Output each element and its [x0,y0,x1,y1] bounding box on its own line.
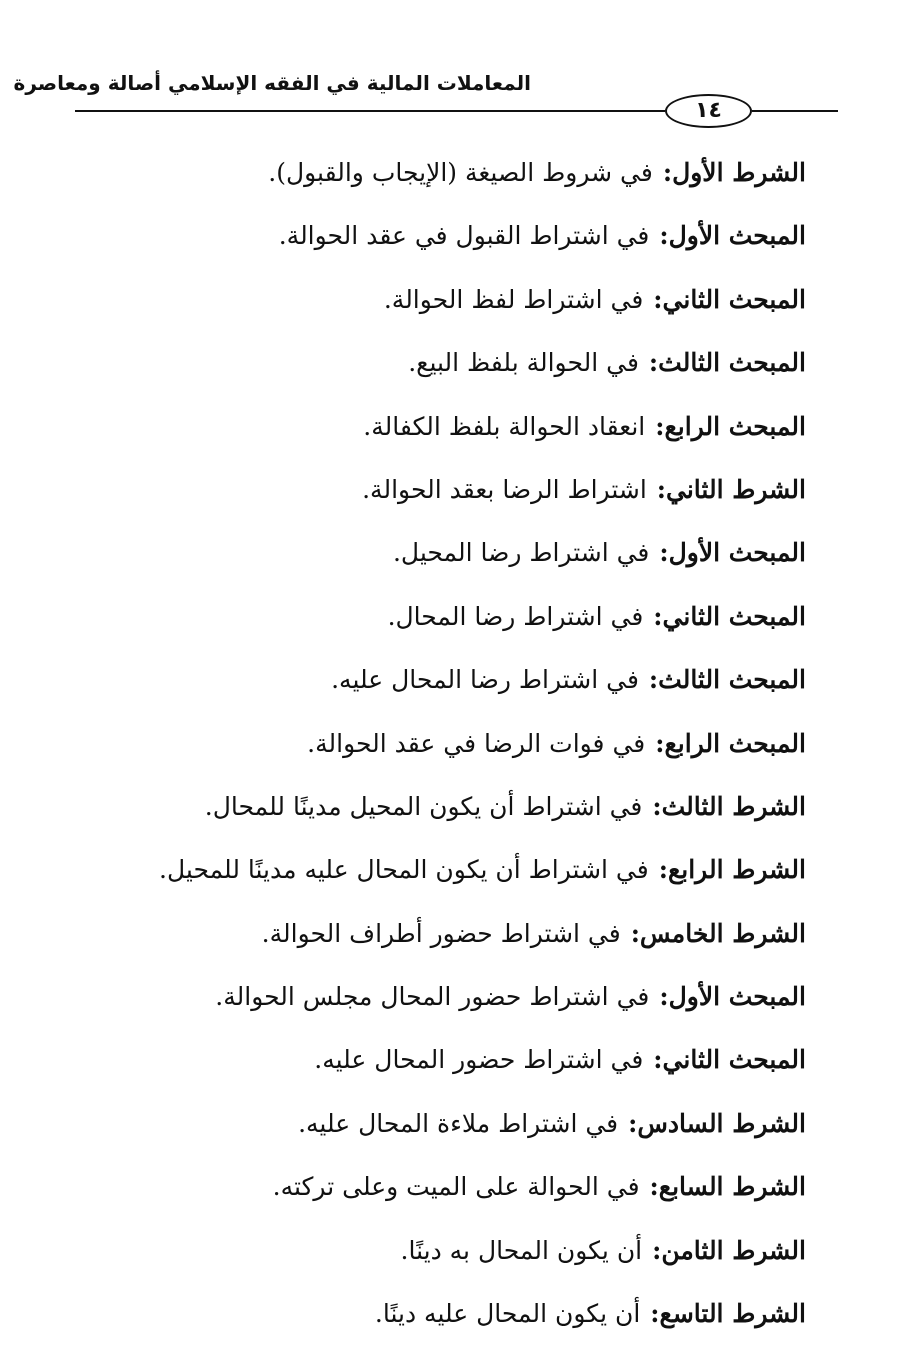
entry-label: المبحث الرابع: [655,411,806,441]
entry-text: أن يكون المحال به دينًا. [400,1235,643,1265]
entry-text: في اشتراط حضور المحال عليه. [314,1045,644,1075]
contents-entry [106,1228,806,1291]
running-header-title: المعاملات المالية في الفقه الإسلامي أصالة ومعاصرة [13,71,531,95]
entry-label: المبحث الأول: [659,538,806,568]
entry-text: في اشتراط أن يكون المحيل مدينًا للمحال. [204,791,643,821]
entry-text: أن يكون المحال عليه دينًا. [374,1299,641,1329]
entry-label: المبحث الثالث: [648,348,806,378]
contents-entry [106,530,806,593]
entry-label: المبحث الثاني: [653,284,806,314]
entry-text: اشتراط الرضا بعقد الحوالة. [362,474,647,504]
contents-entry [106,721,806,784]
contents-entry [106,911,806,974]
entry-label: الشرط الرابع: [658,855,806,885]
entry-text: في اشتراط لفظ الحوالة. [383,284,644,314]
entry-label: المبحث الثالث: [648,665,806,695]
contents-entry [106,404,806,467]
contents-entry [106,467,806,530]
page-number: ١٤ [695,98,722,123]
entry-text: انعقاد الحوالة بلفظ الكفالة. [363,411,646,441]
entry-label: المبحث الثاني: [653,601,806,631]
entry-label: الشرط السابع: [649,1172,806,1202]
entry-label: الشرط الثاني: [656,474,806,504]
entry-text: في اشتراط ملاءة المحال عليه. [298,1108,619,1138]
entry-text: في اشتراط أن يكون المحال عليه مدينًا للمحيل. [159,855,649,885]
contents-entry [106,277,806,340]
entry-label: المبحث الرابع: [655,728,806,758]
contents-entry [106,784,806,847]
entry-label: الشرط الثالث: [652,791,806,821]
contents-entry [106,213,806,276]
contents-entry [106,1291,806,1354]
contents-entry [106,847,806,910]
contents-entry [106,1164,806,1227]
contents-entry [106,150,806,213]
entry-text: في اشتراط حضور المحال مجلس الحوالة. [215,982,650,1012]
entry-text: في فوات الرضا في عقد الحوالة. [307,728,646,758]
contents-entry [106,340,806,403]
entry-text: في اشتراط رضا المحال. [387,601,644,631]
entry-label: المبحث الأول: [659,221,806,251]
entry-label: المبحث الثاني: [653,1045,806,1075]
entry-label: الشرط الثامن: [652,1235,806,1265]
entry-text: في الحوالة على الميت وعلى تركته. [272,1172,640,1202]
entry-label: الشرط التاسع: [650,1299,806,1329]
contents-entry [106,594,806,657]
entry-text: في شروط الصيغة (الإيجاب والقبول). [268,158,653,187]
entry-text: في اشتراط القبول في عقد الحوالة. [278,221,650,251]
entry-text: في اشتراط حضور أطراف الحوالة. [261,918,621,948]
entry-text: في اشتراط رضا المحيل. [392,538,650,568]
contents-entry [106,657,806,720]
contents-entry [106,974,806,1037]
entry-label: المبحث الأول: [659,982,806,1012]
contents-list [106,150,806,1354]
contents-entry [106,1101,806,1164]
header-rule-right [752,110,838,112]
entry-text: في الحوالة بلفظ البيع. [408,348,639,378]
contents-entry [106,1037,806,1100]
page-number-oval [665,94,752,128]
entry-label: الشرط الخامس: [630,918,806,948]
entry-label: الشرط السادس: [628,1108,806,1138]
entry-label: الشرط الأول: [662,158,806,187]
header-rule-left [75,110,665,112]
entry-text: في اشتراط رضا المحال عليه. [331,665,639,695]
